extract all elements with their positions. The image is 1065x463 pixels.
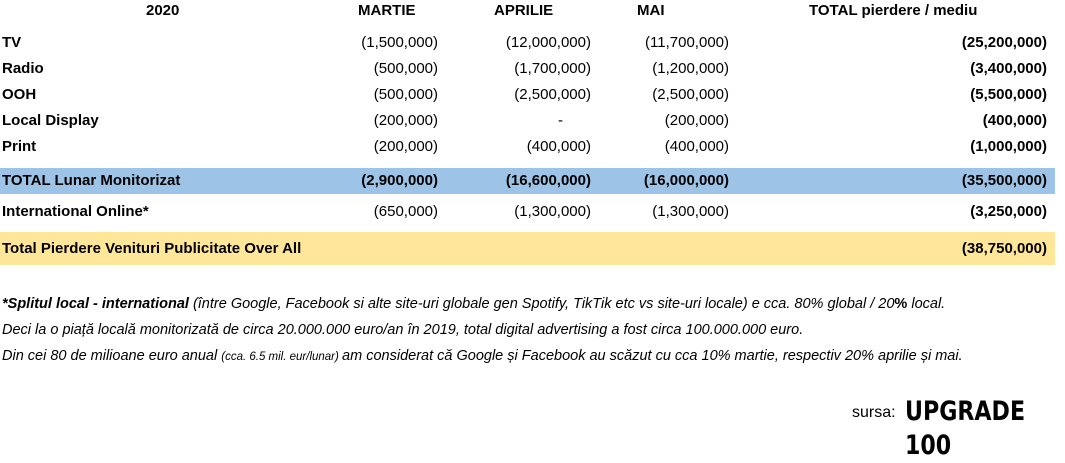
header-martie: MARTIE (358, 2, 416, 19)
footnote-line-3-small: (cca. 6.5 mil. eur/lunar) (221, 351, 343, 363)
footnote-line-2: Deci la o piață locală monitorizată de circa 20.000.000 euro/an în 2019, total digital advertising a fost circa 100.000.000 euro. (2, 322, 804, 338)
monthly-total-label: TOTAL Lunar Monitorizat (2, 172, 181, 189)
row-aprilie: (1,700,000) (514, 60, 591, 77)
footnote-local: local. (907, 296, 946, 312)
footnote-split-text: (între Google, Facebook si alte site-uri globale gen Spotify, TikTik etc vs site-uri locale) e cca. 80% global / 20 (188, 296, 895, 312)
table-header (0, 0, 1055, 22)
row-total: (5,500,000) (970, 86, 1047, 103)
row-martie: (200,000) (373, 112, 438, 129)
source-label: sursa: (852, 404, 896, 421)
monthly-total-total: (35,500,000) (961, 172, 1047, 189)
footnote-split-heading: *Splitul local - international (2, 296, 189, 312)
footnote-line-1 (2, 296, 945, 312)
header-mai: MAI (637, 2, 665, 19)
grand-total-row (0, 232, 1055, 265)
row-aprilie: - (558, 112, 563, 129)
row-label: OOH (2, 86, 37, 103)
header-year: 2020 (146, 2, 180, 19)
row-mai: (2,500,000) (652, 86, 729, 103)
international-martie: (650,000) (373, 203, 438, 220)
row-mai: (11,700,000) (645, 34, 729, 51)
monthly-total-row (0, 168, 1055, 194)
row-label: Print (2, 138, 37, 155)
row-label: Radio (2, 60, 44, 77)
international-mai: (1,300,000) (652, 203, 729, 220)
monthly-total-martie: (2,900,000) (361, 172, 438, 189)
footnote-line-3 (2, 348, 963, 364)
row-aprilie: (400,000) (526, 138, 591, 155)
row-total: (3,400,000) (970, 60, 1047, 77)
international-aprilie: (1,300,000) (514, 203, 591, 220)
row-martie: (500,000) (373, 86, 438, 103)
table-row (0, 108, 1055, 134)
international-total: (3,250,000) (970, 203, 1047, 220)
international-row (0, 199, 1055, 225)
row-martie: (1,500,000) (361, 34, 438, 51)
table-row (0, 56, 1055, 82)
row-martie: (500,000) (373, 60, 438, 77)
monthly-total-mai: (16,000,000) (643, 172, 729, 189)
header-aprilie: APRILIE (494, 2, 554, 19)
table-row (0, 82, 1055, 108)
row-total: (1,000,000) (970, 138, 1047, 155)
row-martie: (200,000) (373, 138, 438, 155)
row-aprilie: (2,500,000) (514, 86, 591, 103)
row-mai: (200,000) (664, 112, 729, 129)
header-total: TOTAL pierdere / mediu (809, 2, 978, 19)
footnote-percent: % (894, 296, 908, 312)
row-label: Local Display (2, 112, 99, 129)
row-total: (400,000) (982, 112, 1047, 129)
row-label: TV (2, 34, 22, 51)
monthly-total-aprilie: (16,600,000) (505, 172, 591, 189)
table-row (0, 30, 1055, 56)
footnote-line-3-start: Din cei 80 de milioane euro anual (2, 348, 222, 364)
source-brand-logo: UPGRADE 100 (905, 396, 1026, 461)
row-total: (25,200,000) (961, 34, 1047, 51)
international-label: International Online* (2, 203, 149, 220)
table-row (0, 134, 1055, 160)
grand-total-value: (38,750,000) (961, 240, 1047, 257)
grand-total-label: Total Pierdere Venituri Publicitate Over All (2, 240, 302, 257)
row-aprilie: (12,000,000) (505, 34, 591, 51)
row-mai: (400,000) (664, 138, 729, 155)
footnote-line-3-end: am considerat că Google și Facebook au scăzut cu cca 10% martie, respectiv 20% aprilie și mai. (342, 348, 963, 364)
row-mai: (1,200,000) (652, 60, 729, 77)
